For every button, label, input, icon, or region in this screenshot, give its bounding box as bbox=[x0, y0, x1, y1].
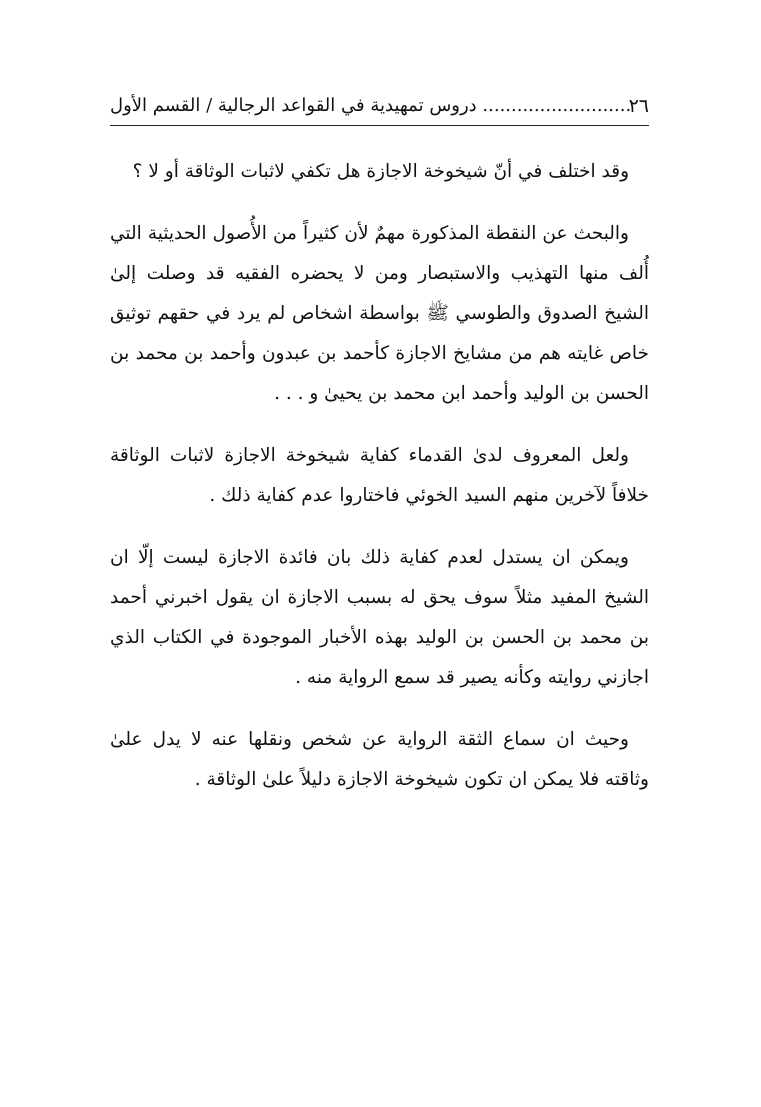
running-title: .......................... دروس تمهيدية في القواعد الرجالية / القسم الأول bbox=[110, 95, 632, 116]
body-text bbox=[110, 152, 649, 822]
paragraph: ويمكن ان يستدل لعدم كفاية ذلك بان فائدة الاجازة ليست إلّا ان الشيخ المفيد مثلاً سوف يحق له بسبب الاجازة ان يقول اخبرني أحمد بن محمد بن الحسن بن الوليد بهذه الأخبار الموجودة في الكتاب الذي اجازني روايته وكأنه يصير قد سمع الرواية منه . bbox=[110, 547, 649, 688]
paragraph: وقد اختلف في أنّ شيخوخة الاجازة هل تكفي لاثبات الوثاقة أو لا ؟ bbox=[132, 161, 629, 182]
paragraph: وحيث ان سماع الثقة الرواية عن شخص ونقلها عنه لا يدل علىٰ وثاقته فلا يمكن ان تكون شيخوخة الاجازة دليلاً علىٰ الوثاقة . bbox=[110, 729, 649, 790]
running-header bbox=[110, 95, 649, 125]
header-rule bbox=[110, 125, 649, 126]
paragraph: ولعل المعروف لدىٰ القدماء كفاية شيخوخة الاجازة لاثبات الوثاقة خلافاً لآخرين منهم السيد الخوئي فاختاروا عدم كفاية ذلك . bbox=[110, 445, 649, 506]
page-number: ٢٦ bbox=[628, 95, 649, 117]
paragraph: والبحث عن النقطة المذكورة مهمٌ لأن كثيراً من الأُصول الحديثية التي أُلف منها التهذيب والاستبصار ومن لا يحضره الفقيه قد وصلت إلىٰ الشيخ الصدوق والطوسي ﷺ بواسطة اشخاص لم يرد في حقهم توثيق خاص غايته هم من مشايخ الاجازة كأحمد بن عبدون وأحمد بن محمد بن الحسن بن الوليد وأحمد ابن محمد بن يحيىٰ و . . . bbox=[110, 223, 649, 404]
